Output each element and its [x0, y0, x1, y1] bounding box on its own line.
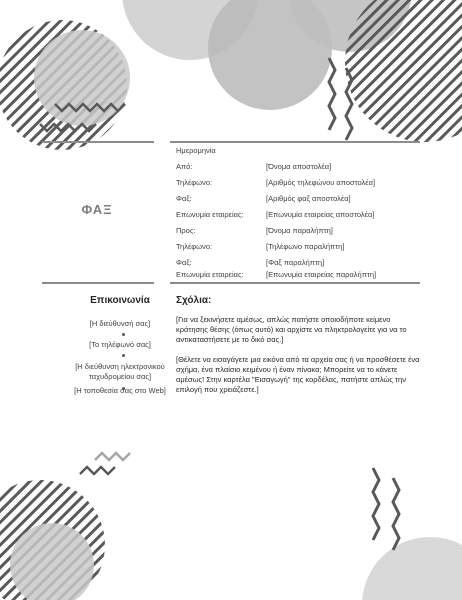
comment-paragraph-2[interactable]: [Θέλετε να εισαγάγετε μια εικόνα από τα αρχεία σας ή να προσθέσετε ένα σχήμα, ένα πλαίσιο κειμένου ή έναν πίνακα; Μπορείτε να το κάνετε αμέσως! Στην καρτέλα "Εισαγωγή" της κορδέλας, πατήστε απλώς την επιλογή που χρειάζεστε.]	[176, 355, 420, 394]
recipient-fax-value[interactable]: [Φαξ παραλήπτη]	[266, 258, 325, 267]
to-value[interactable]: [Όνομα παραλήπτη]	[266, 226, 333, 235]
zigzag-top-right-1	[329, 58, 335, 130]
divider-mid-right	[170, 282, 420, 284]
gray-circle-bottom-right	[362, 537, 462, 600]
divider-top-left	[42, 141, 154, 143]
recipient-company-label: Επωνυμία εταιρείας:	[176, 270, 244, 279]
sender-phone-value[interactable]: [Αριθμός τηλεφώνου αποστολέα]	[266, 178, 376, 187]
recipient-phone-label: Τηλέφωνο:	[176, 242, 213, 251]
sender-company-value[interactable]: [Επωνυμία εταιρείας αποστολέα]	[266, 210, 375, 219]
contact-heading: Επικοινωνία	[90, 295, 150, 306]
date-field[interactable]: Ημερομηνία	[176, 146, 216, 155]
page-title: ΦΑΞ	[81, 202, 113, 217]
sender-company-label: Επωνυμία εταιρείας:	[176, 210, 244, 219]
contact-address[interactable]: [Η διεύθυνσή σας]	[89, 319, 151, 328]
to-label: Προς:	[176, 226, 196, 235]
recipient-fax-label: Φαξ:	[176, 258, 192, 267]
comments-heading: Σχόλια:	[176, 295, 212, 306]
recipient-company-value[interactable]: [Επωνυμία εταιρείας παραλήπτη]	[266, 270, 377, 279]
from-label: Από:	[176, 162, 193, 171]
gray-circle-top-left	[34, 30, 130, 126]
comment-paragraph-1[interactable]: [Για να ξεκινήσετε αμέσως, απλώς πατήστε οποιοδήποτε κείμενο κράτησης θέσης (όπως αυτό) και αρχίστε να πληκτρολογείτε για να το αντικαταστήσετε με το δικό σας.]	[176, 315, 407, 344]
divider-top-right	[170, 141, 420, 143]
recipient-phone-value[interactable]: [Τηλέφωνο παραλήπτη]	[266, 242, 345, 251]
contact-email-line1[interactable]: [Η διεύθυνση ηλεκτρονικού	[75, 362, 165, 371]
sender-fax-value[interactable]: [Αριθμός φαξ αποστολέα]	[266, 194, 351, 203]
divider-mid-left	[42, 282, 154, 284]
sender-phone-label: Τηλέφωνο:	[176, 178, 213, 187]
bullet	[122, 354, 125, 357]
contact-website[interactable]: [Η τοποθεσία σας στο Web]	[74, 386, 166, 395]
zigzag-bottom-left-1	[95, 453, 130, 460]
from-value[interactable]: [Όνομα αποστολέα]	[266, 162, 332, 171]
contact-email-line2[interactable]: ταχυδρομείου σας]	[88, 372, 152, 381]
sender-fax-label: Φαξ:	[176, 194, 192, 203]
bullet	[122, 333, 125, 336]
contact-phone[interactable]: [Το τηλέφωνό σας]	[89, 340, 151, 349]
zigzag-bottom-right-1	[373, 468, 379, 540]
zigzag-bottom-left-2	[80, 467, 115, 474]
zigzag-bottom-right-2	[393, 478, 399, 550]
